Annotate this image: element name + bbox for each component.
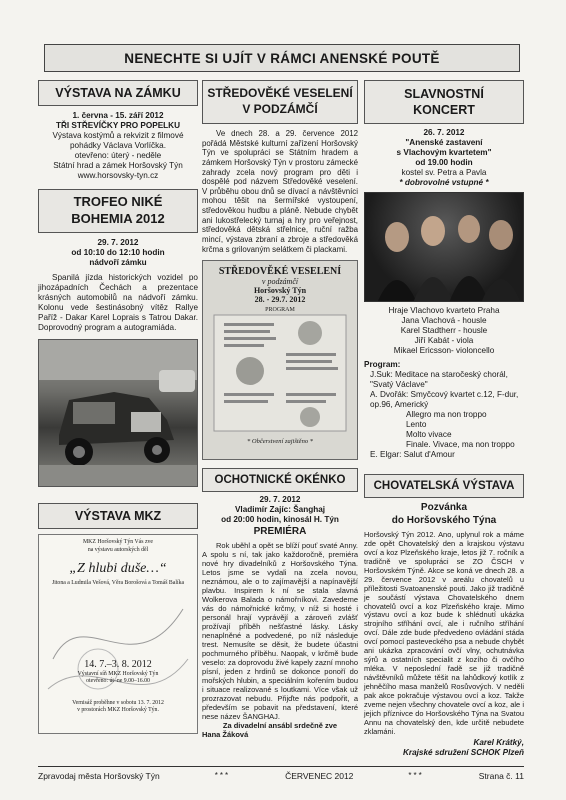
footer-page-number: Strana č. 11 (478, 771, 524, 781)
vystava-zamku-heading (38, 80, 198, 106)
player: Jana Vlachová - housle (401, 316, 487, 325)
date: 29. 7. 2012 (97, 238, 139, 247)
footer-stars: *** (214, 771, 231, 780)
poster-program-art (210, 313, 350, 433)
poster-footer: * Občerstvení zajištěno * (247, 438, 313, 446)
poster-subtitle: v podzámčí (261, 277, 299, 287)
place: kostel sv. Petra a Pavla (401, 168, 487, 177)
program-item: A. Dvořák: Smyčcový kvartet c.12, F-dur, op.96, Americký (370, 390, 519, 409)
title: TŘI STŘEVÍČKY PRO POPELKU (55, 121, 181, 130)
poster-dates: 14. 7.–3. 8. 2012 (84, 658, 152, 670)
koncert-players (364, 306, 524, 356)
program-item: Allegro ma non troppo (406, 410, 487, 419)
time: od 19.00 hodin (415, 158, 473, 167)
quartet-image (365, 193, 524, 302)
mkz-poster (38, 534, 198, 734)
title: s Vlachovým kvartetem" (396, 148, 492, 157)
heading-text: CHOVATELSKÁ VÝSTAVA (373, 480, 515, 492)
trofeo-heading (38, 189, 198, 233)
column-right (364, 80, 524, 758)
ochotnicke-heading (202, 468, 358, 492)
organization: Krajské sdružení SCHOK Plzeň (402, 747, 524, 757)
poster-authors: Jitona a Ludmila Vešová, Věra Borošová a Tomáš Balíka (51, 580, 185, 587)
heading-line: TROFEO NIKÉ (73, 194, 163, 210)
heading-line: V PODZÁMČÍ (242, 102, 318, 116)
admission: * dobrovolné vstupné * (399, 178, 489, 187)
poster-text: na výstavu autorských děl (87, 546, 149, 553)
heading-line: STŘEDOVĚKÉ VESELENÍ (207, 86, 353, 101)
vystava-zamku-body (38, 111, 198, 181)
author: Hana Žáková (202, 729, 249, 739)
chovatelska-body: Horšovský Týn 2012. Ano, uplynul rok a máme zde opět Chovatelský den a krajskou výstavu ovcí a koz Plzeňského kraje, letos již 7. ročník a tradičně ve spolupráci se ZO ČSCH v Horšovském Týně. Akce se koná ve dnech 28. a 29. července 2012 v areálu chovatelů u příležitosti Svatoanenské pouti. Jako již tradičně je součástí výstava Chovatelského dnem chovatelů ovcí a koz Plzeňského kraje. Mimo výstavu ovcí a koz bude k shlédnutí ukázka strojního stříhání ovcí, ale i ručního stříhání ovcí. Dále zde bude předvedeno ovládání stáda ovcí pomocí pasteveckého psa a nebude chybět ani ukázka zpracování ovčí vlny, ochutnávka sýrů a ostatních specialit z kozího či ovčího mléka. V neposlední řadě se již tradičně návštěvníků můžete těšit na lahůdkový kotlík z jehněčího masa manželů Rosůvových. V neděli pak akce pokračuje výstavou ovcí a koz. Takže zveme nejen všechny chovatele ovcí a koz, ale i jejich příznivce do Horšovského Týna na Svatou Annu na chovatelský den, kde určitě nebudete zklamáni. (364, 530, 524, 736)
dates: 1. června - 15. září 2012 (72, 111, 164, 120)
poster-hours: otevřeno: út–ne 9.00–16.00 (86, 678, 150, 685)
place: nádvoří zámku (89, 258, 147, 267)
poster-place: Horšovský Týn (253, 286, 307, 296)
page-footer (38, 766, 524, 781)
poster-vernisage: Vernisáž proběhne v sobotu 13. 7. 2012 (72, 699, 164, 706)
poster-dates: 28. - 29.7. 2012 (254, 295, 306, 305)
closing: Za divadelní ansábl srdečně zve (222, 720, 338, 730)
program-item: E. Elgar: Salut d'Amour (370, 450, 455, 459)
signature: Karel Krátký, (473, 737, 524, 747)
line: Státní hrad a zámek Horšovský Týn (53, 161, 183, 170)
page-banner (44, 44, 520, 72)
vintage-car-photo (38, 339, 198, 487)
website-link[interactable]: www.horsovsky-tyn.cz (77, 171, 159, 180)
line: otevřeno: úterý - neděle (74, 151, 162, 160)
subtitle: do Horšovského Týna (391, 514, 497, 526)
koncert-info (364, 128, 524, 188)
title: "Anenské zastavení (405, 138, 483, 147)
program-label: Program: (364, 360, 401, 369)
line: pohádky Václava Vorlíčka. (69, 141, 167, 150)
car-image (39, 340, 198, 487)
program-item: Finale. Vivace, ma non troppo (406, 440, 515, 449)
program-item: Molto vivace (406, 430, 452, 439)
time: od 20:00 hodin, kinosál H. Týn (221, 515, 339, 525)
player: Karel Stadtherr - housle (400, 326, 488, 335)
stredoveke-body: Ve dnech 28. a 29. července 2012 pořádá Městské kulturní zařízení Horšovský Týn ve spolupráci se Státním hradem a zámkem Horšovský Týn v prostoru zámecké zahrady zcela nový program pro děti i dospělé pod názvem Středověké veselení. V průběhu obou dnů se dívací a návštěvníci mohou těšit na šermířské vystoupení, středověkou hudbu a pláně. Nebude chybět ani lukostřelecký turnaj a hry pro veřejnost, středověká dětská střelnice, ruční ražba mincí, výstava zbraní a zbroje a středověká krčma s grilovaným selátkem či plackami. (202, 129, 358, 254)
title: Vladimír Zajíc: Šanghaj (234, 505, 326, 515)
time: od 10:10 do 12:10 hodin (71, 248, 165, 257)
trofeo-body: Spanilá jízda historických vozidel po jihozápadních Čechách a prezentace krásných automobilů na nádvoří zámku. Kolonu vede šestinásobný vítěz Rallye Paříž - Dakar Karel Loprais s Tatrou Dakar. Doprovodný program a autogramiáda. (38, 273, 198, 332)
poster-program-label: PROGRAM (265, 307, 295, 314)
chovatelska-heading (364, 474, 524, 498)
heading-line: BOHEMIA 2012 (71, 211, 165, 226)
player: Jiří Kabát - viola (414, 336, 474, 345)
trofeo-info (38, 238, 198, 268)
column-middle (202, 80, 358, 739)
mkz-heading (38, 503, 198, 529)
program-item: Lento (406, 420, 427, 429)
premiere-label: PREMIÉRA (253, 526, 307, 538)
heading-text: OCHOTNICKÉ OKÉNKO (214, 474, 346, 487)
koncert-program (364, 360, 524, 460)
line: Výstava kostýmů a rekvizit z filmové (52, 131, 184, 140)
date: 29. 7. 2012 (259, 495, 301, 505)
stredoveke-poster (202, 260, 358, 460)
heading-line: SLAVNOSTNÍ (404, 86, 484, 101)
heading-text: VÝSTAVA NA ZÁMKU (55, 86, 181, 100)
chovatelska-subtitle (364, 502, 524, 527)
heading-line: KONCERT (413, 103, 475, 117)
date: 26. 7. 2012 (423, 128, 465, 137)
poster-title: STŘEDOVĚKÉ VESELENÍ (218, 266, 342, 278)
subtitle: Pozvánka (420, 502, 468, 513)
poster-place: Výstavní síň MKZ Horšovský Týn (77, 670, 159, 677)
footer-month: ČERVENEC 2012 (285, 771, 354, 781)
ochotnicke-info (202, 495, 358, 538)
poster-title: „Z hlubi duše…“ (69, 561, 167, 577)
banner-title: NENECHTE SI UJÍT V RÁMCI ANENSKÉ POUTĚ (124, 50, 440, 66)
heading-text: VÝSTAVA MKZ (74, 509, 162, 523)
stredoveke-heading (202, 80, 358, 124)
poster-text: MKZ Horšovský Týn Vás zve (83, 539, 153, 545)
player: Mikael Ericsson- violoncello (393, 346, 495, 355)
footer-stars: *** (408, 771, 424, 780)
poster-vernisage: v prostorách MKZ Horšovský Týn. (77, 707, 159, 714)
ochotnicke-body: Rok uběhl a opět se blíží pouť svaté Anny. A spolu s ní, tak jako každoročně, premiéra nové hry divadelníků z Horšovského Týna. Letos jsme se vydali na zcela novou, neznámou, ale o to zajímavější a napínavější plavbu. Inspirem k ní se stala slavná Wolkerova Balada o námořníkovi. Zavedeme vás do námořnické krčmy, v níž si hosté i personál hrají vyprávějí a zároveň zvlášť prožívají příběh nešťastné lásky. Lásky nenaplněné a podvedené, po níž následuje trest. Nemusíte se děsit, že budete účastni pochmurného příběhu. Naopak, v krčmě bude veselo: za doprovodu živé kapely zazní mnoho písní, jeden z hrdinů se dokonce ponoří do mořských hlubin, a speciálním kořením budou i situace realizované s loutkami. Více však už prozrazovat nebudu. Přijďte nás podpořit, a především se pobavit na představení, které nese název ŠANGHAJ. (202, 540, 358, 721)
player: Hraje Vlachovo kvarteto Praha (388, 306, 500, 315)
program-item: J.Suk: Meditace na staročeský chorál, "Svatý Václave" (370, 370, 508, 389)
footer-publication: Zpravodaj města Horšovský Týn (38, 771, 160, 781)
koncert-heading (364, 80, 524, 124)
column-left (38, 80, 198, 734)
quartet-photo (364, 192, 524, 302)
